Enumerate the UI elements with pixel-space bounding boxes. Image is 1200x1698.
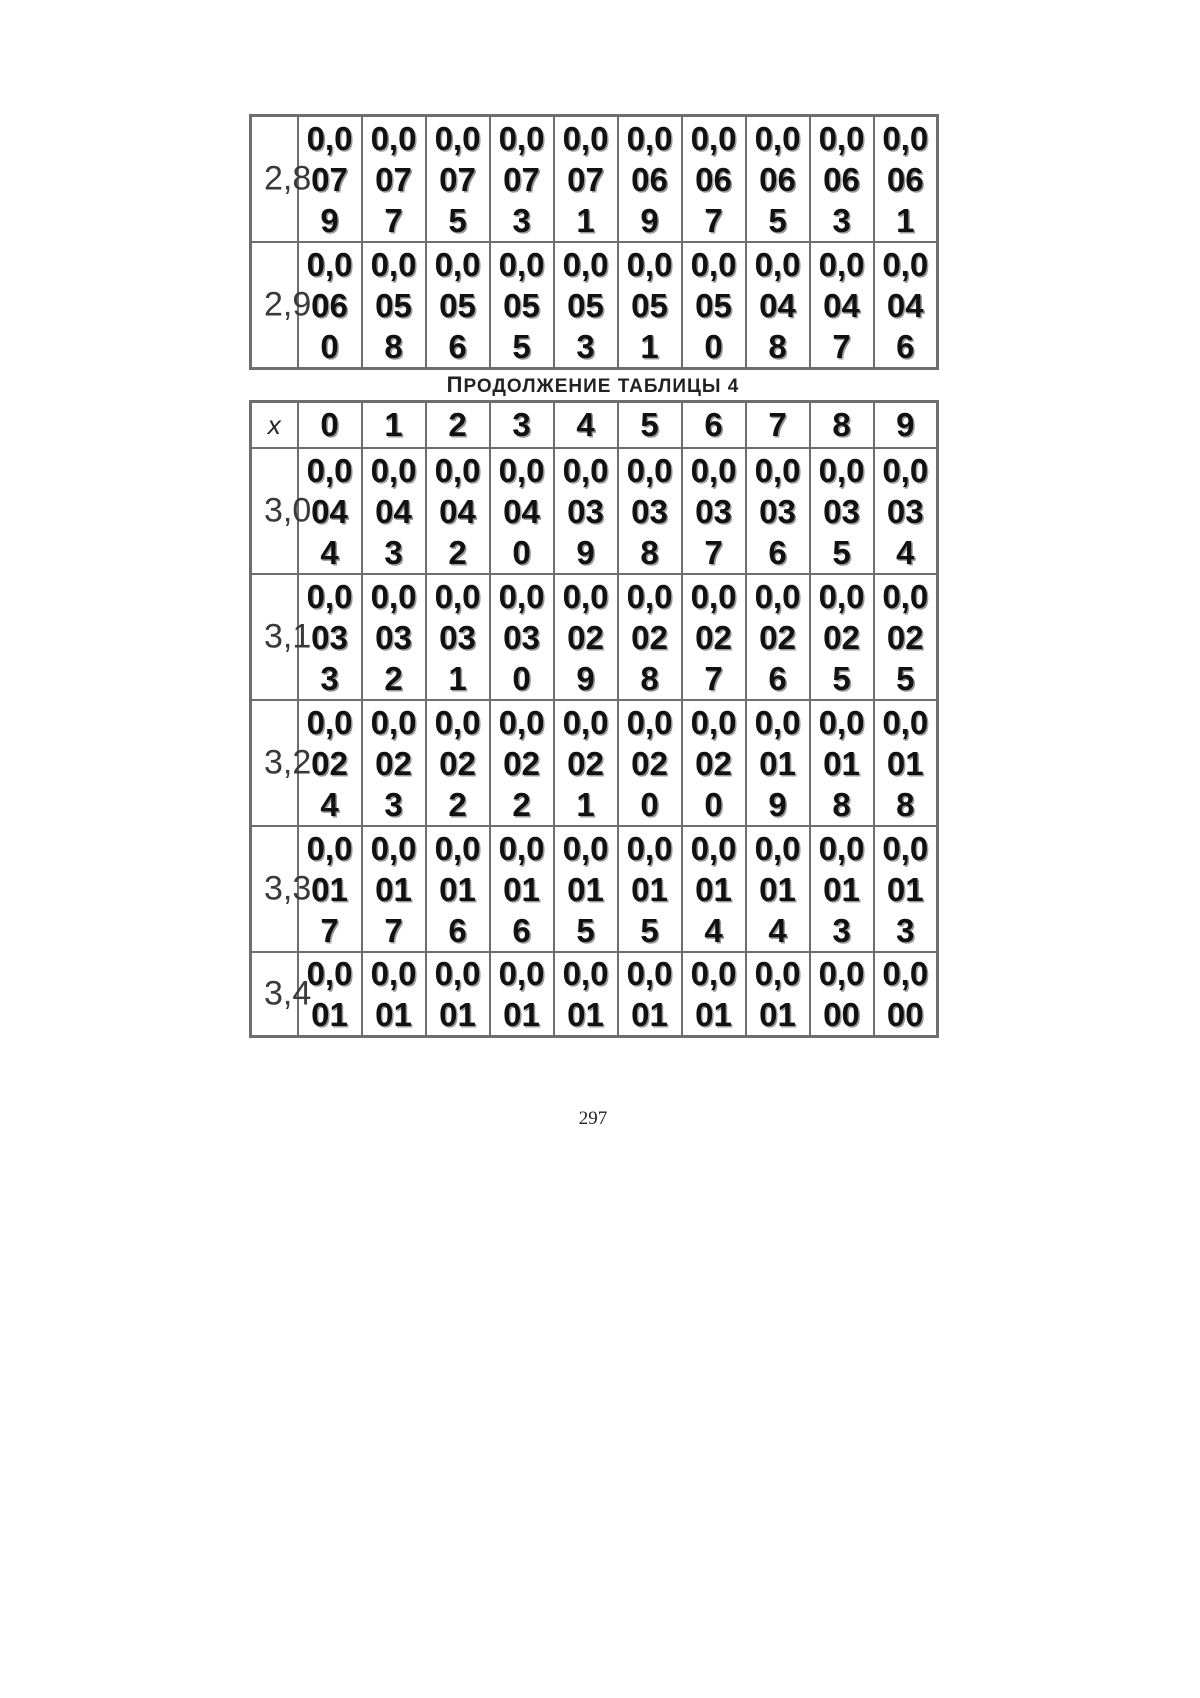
value-cell: 0,0 03 7 <box>682 448 746 574</box>
value-cell: 0,0 03 4 <box>874 448 938 574</box>
header-digit: 0 <box>298 402 362 449</box>
value-cell: 0,0 00 <box>810 952 874 1037</box>
value-cell: 0,0 01 9 <box>746 700 810 826</box>
value-cell: 0,0 05 8 <box>362 242 426 369</box>
header-digit: 5 <box>618 402 682 449</box>
value-cell: 0,0 01 <box>746 952 810 1037</box>
header-digit: 9 <box>874 402 938 449</box>
table-row <box>251 952 938 1037</box>
value-cell: 0,0 01 6 <box>490 826 554 952</box>
value-cell: 0,0 03 9 <box>554 448 618 574</box>
value-cell: 0,0 01 <box>490 952 554 1037</box>
value-cell: 0,0 03 6 <box>746 448 810 574</box>
value-cell: 0,0 04 8 <box>746 242 810 369</box>
x-value-cell: 3,1 <box>251 574 298 700</box>
value-cell: 0,0 06 9 <box>618 116 682 243</box>
value-cell: 0,0 02 0 <box>618 700 682 826</box>
value-cell: 0,0 06 1 <box>874 116 938 243</box>
x-value-cell: 2,8 <box>251 116 298 243</box>
value-cell: 0,0 01 <box>618 952 682 1037</box>
value-cell: 0,0 04 6 <box>874 242 938 369</box>
value-cell: 0,0 02 8 <box>618 574 682 700</box>
value-cell: 0,0 01 <box>298 952 362 1037</box>
value-cell: 0,0 04 3 <box>362 448 426 574</box>
value-cell: 0,0 06 5 <box>746 116 810 243</box>
value-cell: 0,0 07 5 <box>426 116 490 243</box>
header-row <box>251 402 938 449</box>
header-digit: 3 <box>490 402 554 449</box>
values-table-part-2 <box>249 400 939 1038</box>
value-cell: 0,0 02 6 <box>746 574 810 700</box>
value-cell: 0,0 01 6 <box>426 826 490 952</box>
value-cell: 0,0 01 <box>682 952 746 1037</box>
value-cell: 0,0 06 3 <box>810 116 874 243</box>
page-number: 297 <box>578 1108 608 1129</box>
header-x: x <box>251 402 298 449</box>
value-cell: 0,0 02 5 <box>874 574 938 700</box>
value-cell: 0,0 01 5 <box>618 826 682 952</box>
value-cell: 0,0 07 1 <box>554 116 618 243</box>
value-cell: 0,0 07 9 <box>298 116 362 243</box>
table-body <box>251 116 938 369</box>
value-cell: 0,0 02 0 <box>682 700 746 826</box>
table-row <box>251 116 938 243</box>
value-cell: 0,0 05 0 <box>682 242 746 369</box>
value-cell: 0,0 06 0 <box>298 242 362 369</box>
value-cell: 0,0 01 <box>362 952 426 1037</box>
table-header <box>251 402 938 449</box>
table-row <box>251 574 938 700</box>
value-cell: 0,0 03 0 <box>490 574 554 700</box>
header-digit: 8 <box>810 402 874 449</box>
value-cell: 0,0 04 0 <box>490 448 554 574</box>
value-cell: 0,0 01 3 <box>874 826 938 952</box>
x-value-cell: 3,4 <box>251 952 298 1037</box>
value-cell: 0,0 05 3 <box>554 242 618 369</box>
value-cell: 0,0 01 8 <box>874 700 938 826</box>
table-row <box>251 700 938 826</box>
table-row <box>251 448 938 574</box>
value-cell: 0,0 02 9 <box>554 574 618 700</box>
value-cell: 0,0 06 7 <box>682 116 746 243</box>
value-cell: 0,0 07 7 <box>362 116 426 243</box>
value-cell: 0,0 00 <box>874 952 938 1037</box>
value-cell: 0,0 01 4 <box>746 826 810 952</box>
value-cell: 0,0 02 2 <box>426 700 490 826</box>
table-caption <box>249 372 937 398</box>
value-cell: 0,0 03 8 <box>618 448 682 574</box>
header-digit: 6 <box>682 402 746 449</box>
value-cell: 0,0 02 1 <box>554 700 618 826</box>
header-digit: 2 <box>426 402 490 449</box>
values-table-part-1 <box>249 114 939 370</box>
value-cell: 0,0 02 4 <box>298 700 362 826</box>
value-cell: 0,0 01 <box>554 952 618 1037</box>
value-cell: 0,0 03 1 <box>426 574 490 700</box>
value-cell: 0,0 01 7 <box>362 826 426 952</box>
value-cell: 0,0 05 6 <box>426 242 490 369</box>
x-value-cell: 3,0 <box>251 448 298 574</box>
value-cell: 0,0 04 2 <box>426 448 490 574</box>
value-cell: 0,0 04 7 <box>810 242 874 369</box>
value-cell: 0,0 03 3 <box>298 574 362 700</box>
table-caption-text: ПРОДОЛЖЕНИЕ ТАБЛИЦЫ 4 <box>446 372 740 397</box>
value-cell: 0,0 01 5 <box>554 826 618 952</box>
value-cell: 0,0 01 4 <box>682 826 746 952</box>
value-cell: 0,0 01 3 <box>810 826 874 952</box>
table-row <box>251 826 938 952</box>
value-cell: 0,0 02 3 <box>362 700 426 826</box>
value-cell: 0,0 01 7 <box>298 826 362 952</box>
value-cell: 0,0 01 8 <box>810 700 874 826</box>
value-cell: 0,0 03 2 <box>362 574 426 700</box>
x-value-cell: 2,9 <box>251 242 298 369</box>
x-value-cell: 3,2 <box>251 700 298 826</box>
value-cell: 0,0 03 5 <box>810 448 874 574</box>
value-cell: 0,0 02 2 <box>490 700 554 826</box>
x-value-cell: 3,3 <box>251 826 298 952</box>
value-cell: 0,0 02 7 <box>682 574 746 700</box>
value-cell: 0,0 05 1 <box>618 242 682 369</box>
value-cell: 0,0 02 5 <box>810 574 874 700</box>
table-body <box>251 448 938 1037</box>
header-digit: 4 <box>554 402 618 449</box>
value-cell: 0,0 05 5 <box>490 242 554 369</box>
value-cell: 0,0 07 3 <box>490 116 554 243</box>
header-digit: 1 <box>362 402 426 449</box>
value-cell: 0,0 01 <box>426 952 490 1037</box>
header-digit: 7 <box>746 402 810 449</box>
value-cell: 0,0 04 4 <box>298 448 362 574</box>
table-row <box>251 242 938 369</box>
